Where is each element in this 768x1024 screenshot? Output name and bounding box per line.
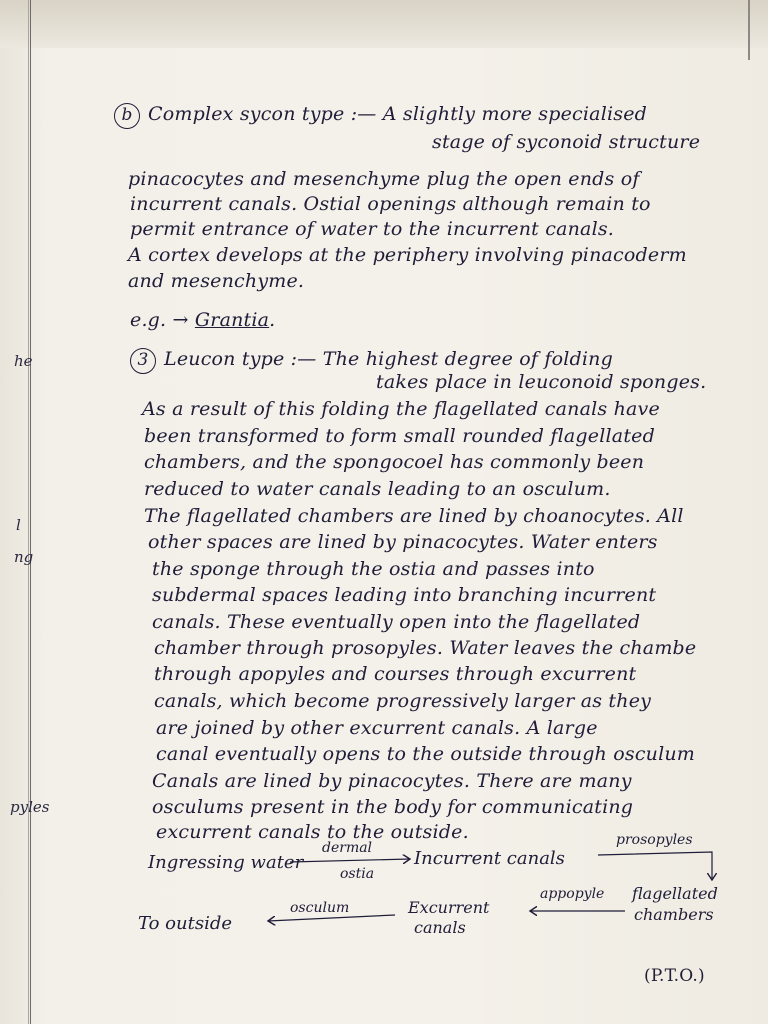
section-marker-b: b — [114, 103, 140, 129]
paragraph-line: chambers, and the spongocoel has commonly been — [144, 451, 645, 473]
paragraph-line: are joined by other excurrent canals. A large — [156, 717, 598, 739]
arrow-to-incurrent — [290, 859, 410, 862]
margin-note: he — [14, 352, 33, 370]
flow-dermal: dermal — [322, 840, 373, 856]
paragraph-line: subdermal spaces leading into branching incurrent — [152, 584, 657, 606]
paragraph-line: As a result of this folding the flagellated canals have — [142, 398, 660, 420]
paragraph-line: osculums present in the body for communicating — [152, 796, 634, 818]
heading-text: Leucon type :— The highest degree of folding — [164, 348, 613, 370]
flow-incurrent: Incurrent canals — [414, 848, 565, 869]
flow-chambers: chambers — [634, 905, 714, 924]
flow-appopyle: appopyle — [540, 886, 605, 902]
paragraph-line: canal eventually opens to the outside through osculum — [156, 743, 696, 765]
flow-excurrent-canals: canals — [414, 918, 466, 937]
flow-excurrent: Excurrent — [408, 898, 490, 917]
flow-flagellated: flagellated — [632, 884, 718, 903]
paragraph-line: The flagellated chambers are lined by choanocytes. All — [144, 505, 684, 527]
paragraph-line: A cortex develops at the periphery involving pinacoderm — [128, 244, 687, 266]
paragraph-line: through apopyles and courses through excurrent — [154, 663, 637, 685]
heading-line2: stage of syconoid structure — [432, 131, 701, 153]
margin-note: ng — [14, 548, 34, 566]
page-turn-note: (P.T.O.) — [644, 966, 705, 986]
paragraph-line: been transformed to form small rounded flagellated — [144, 425, 655, 447]
flow-prosopyles: prosopyles — [616, 832, 693, 848]
heading-line2: takes place in leuconoid sponges. — [376, 371, 707, 393]
paragraph-line: permit entrance of water to the incurrent canals. — [130, 218, 615, 240]
paragraph-line: pinacocytes and mesenchyme plug the open ends of — [128, 168, 640, 190]
paragraph-line: canals. These eventually open into the flagellated — [152, 611, 641, 633]
flow-ostia: ostia — [340, 866, 375, 882]
flow-outside: To outside — [138, 913, 232, 934]
flow-start: Ingressing water — [148, 852, 304, 873]
example-suffix: . — [269, 309, 276, 331]
paragraph-line: chamber through prosopyles. Water leaves the chambe — [154, 637, 697, 659]
arrow-to-chambers — [598, 852, 712, 880]
margin-note: pyles — [10, 798, 50, 816]
flow-osculum: osculum — [290, 900, 350, 916]
example-name: Grantia — [194, 309, 270, 331]
heading-text: Complex sycon type :— A slightly more specialised — [148, 103, 648, 125]
paragraph-line: excurrent canals to the outside. — [156, 821, 469, 843]
paragraph-line: and mesenchyme. — [128, 270, 305, 292]
paragraph-line: other spaces are lined by pinacocytes. Water enters — [148, 531, 658, 553]
paragraph-line: reduced to water canals leading to an osculum. — [144, 478, 611, 500]
section-marker-3: 3 — [130, 348, 156, 374]
paragraph-line: the sponge through the ostia and passes into — [152, 558, 595, 580]
paragraph-line: canals, which become progressively larger as they — [154, 690, 652, 712]
paragraph-line: Canals are lined by pinacocytes. There are many — [152, 770, 632, 792]
paragraph-line: incurrent canals. Ostial openings although remain to — [130, 193, 651, 215]
margin-note: l — [16, 516, 21, 534]
example-prefix: e.g. → — [130, 309, 189, 331]
